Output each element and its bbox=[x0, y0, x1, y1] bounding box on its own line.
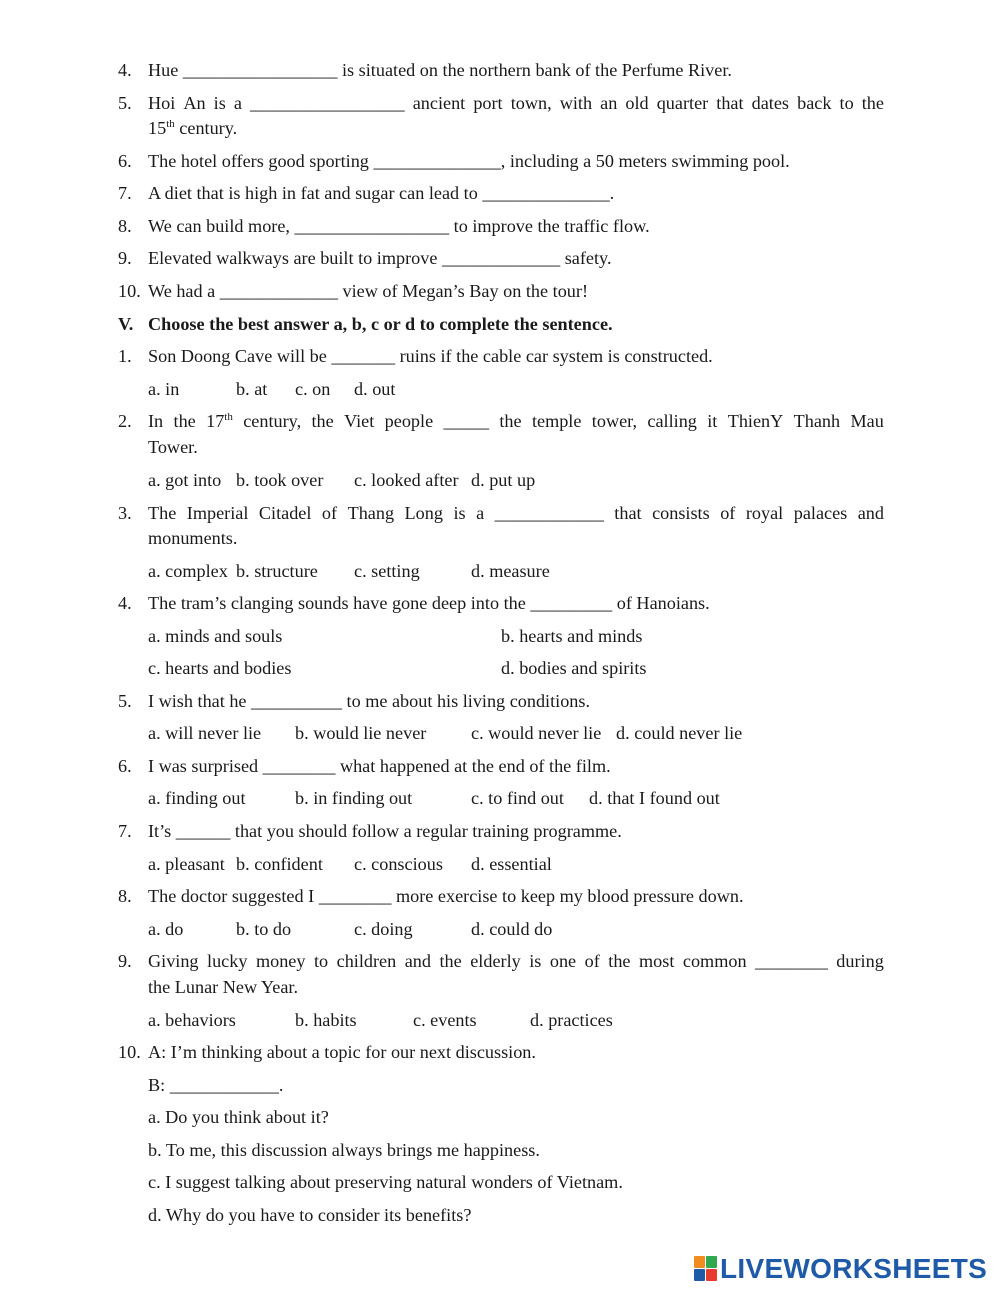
option-c[interactable]: c. events bbox=[413, 1010, 477, 1030]
worksheet-page: 4. Hue _________________ is situated on the northern bank of the Perfume River. 5. Hoi An is a _________________ ancient port town, with an old quarter that dates back to the 15th century. 6. The hotel offers good sporting ______________, including a 50 meters swimming pool. 7. A diet that is high in fat and sugar can lead to ______________. 8. We can build more, _________________ to improve the traffic flow. 9. Elevated walkways are built to improve _____________ safety. 10. We had a _____________ view of Megan’s Bay on the tour! V. Choose the best answer a, b, c or d to complete the sentence. 1. Son Doong Cave will be _______ ruins if the cable car system is constructed. a. in b. at c. on d. out 2. In the 17th century, the Viet people _____ the temple tower, calling it ThienY Thanh Mau Tower. a. got into b. took over c. looked after d. put up 3. The Imperial Citadel of Thang Long is a ____________ that consists of royal palaces and monuments. a. complex b. structure c. setting d. measure 4. The tram’s clanging sounds have gone deep into the _________ of Hanoians. a. minds and souls b. hearts and minds c. hearts and bodies d. bodies and spirits 5. I wish that he __________ to me about his living conditions. a. will never lie b. would lie never c. would never lie d. could never lie 6. I was surprised ________ what happened at the end of the film. a. finding out b. in finding out c. to find out d. that I found out 7. It’s ______ that you should follow a regular training programme. a. pleasant b. confident c. conscious d. essential 8. The doctor suggested I ________ more exercise to keep my blood pressure down. a. do b. to do c. doing d. could do 9. Giving lucky money to children and the elderly is one of the most common ________ during the Lunar New Year. a. behaviors b. habits c. events d. practices 10. A: I’m thinking about a topic for our next discussion. B: ____________. a. Do you think about it? b. To me, this discussion always brings me happiness. c. I suggest talking about preserving natural wonders of Vietnam. d. Why do you have to consider its benefits? LIVEWORKSHEETS bbox=[118, 60, 988, 1284]
option-a[interactable]: a. will never lie bbox=[148, 723, 262, 743]
option-c[interactable]: c. looked after bbox=[354, 470, 459, 490]
word: An bbox=[183, 93, 206, 113]
option-a[interactable]: a. pleasant bbox=[148, 854, 225, 874]
word: Hoi bbox=[148, 93, 176, 113]
word: that bbox=[716, 93, 744, 113]
word: Imperial bbox=[186, 503, 249, 523]
option-a[interactable]: a. minds and souls bbox=[148, 626, 283, 646]
liveworksheets-logo bbox=[694, 1253, 987, 1285]
word: that bbox=[614, 503, 642, 523]
word: ancient bbox=[412, 93, 466, 113]
option-d[interactable]: d. put up bbox=[471, 470, 536, 490]
word: The bbox=[148, 503, 177, 523]
word: money bbox=[255, 951, 306, 971]
word: of bbox=[321, 503, 338, 523]
word: port bbox=[473, 93, 503, 113]
word: quarter bbox=[656, 93, 709, 113]
word: ThienY bbox=[727, 411, 784, 431]
logo-text: LIVEWORKSHEETS bbox=[720, 1253, 988, 1284]
option-a[interactable]: a. got into bbox=[148, 470, 222, 490]
word: during bbox=[836, 951, 884, 971]
word: consists bbox=[652, 503, 710, 523]
word: and bbox=[404, 951, 431, 971]
word: royal bbox=[745, 503, 784, 523]
option-d[interactable]: d. that I found out bbox=[589, 788, 720, 808]
justified-line bbox=[148, 92, 884, 114]
word: children bbox=[336, 951, 397, 971]
word: dates bbox=[751, 93, 790, 113]
word: common bbox=[682, 951, 747, 971]
justified-line: In the 17th century, the Viet people _____ the temple tower, calling it ThienY Thanh Mau bbox=[148, 411, 884, 431]
word: Viet bbox=[344, 411, 375, 431]
option-b[interactable]: b. confident bbox=[236, 854, 323, 874]
word: _________________ bbox=[250, 93, 405, 113]
option-b[interactable]: b. to do bbox=[236, 919, 292, 939]
word: is bbox=[453, 503, 466, 523]
word: town, bbox=[510, 93, 552, 113]
word: the bbox=[861, 93, 884, 113]
justified-line bbox=[148, 502, 884, 524]
option-a[interactable]: a. do bbox=[148, 919, 184, 939]
word: calling bbox=[647, 411, 697, 431]
word: tower, bbox=[591, 411, 638, 431]
option-c[interactable]: c. on bbox=[295, 379, 331, 399]
word: it bbox=[707, 411, 718, 431]
option-b[interactable]: b. in finding out bbox=[295, 788, 413, 808]
option-c[interactable]: c. setting bbox=[354, 561, 420, 581]
option-a[interactable]: a. finding out bbox=[148, 788, 246, 808]
option-a[interactable]: a. behaviors bbox=[148, 1010, 236, 1030]
word: a bbox=[476, 503, 485, 523]
option-b[interactable]: b. would lie never bbox=[295, 723, 427, 743]
option-c[interactable]: c. to find out bbox=[471, 788, 564, 808]
word: to bbox=[839, 93, 854, 113]
word: the bbox=[608, 951, 631, 971]
word: the bbox=[499, 411, 522, 431]
option-a[interactable]: a. complex bbox=[148, 561, 228, 581]
word: the bbox=[439, 951, 462, 971]
word: Thang bbox=[347, 503, 395, 523]
option-b[interactable]: b. took over bbox=[236, 470, 324, 490]
word: _____ bbox=[443, 411, 489, 431]
option-b[interactable]: b. habits bbox=[295, 1010, 357, 1030]
word: the bbox=[311, 411, 334, 431]
word: of bbox=[584, 951, 600, 971]
option-c[interactable]: c. conscious bbox=[354, 854, 443, 874]
word: and bbox=[857, 503, 884, 523]
word: is bbox=[529, 951, 542, 971]
option-d[interactable]: d. essential bbox=[471, 854, 552, 874]
word: palaces bbox=[793, 503, 848, 523]
justified-line bbox=[148, 950, 884, 972]
word: with bbox=[559, 93, 593, 113]
word: Long bbox=[404, 503, 443, 523]
word: Mau bbox=[850, 411, 884, 431]
option-d[interactable]: d. could never lie bbox=[616, 723, 743, 743]
word: ________ bbox=[755, 951, 828, 971]
word: elderly bbox=[470, 951, 521, 971]
option-c[interactable]: c. doing bbox=[354, 919, 413, 939]
word: people bbox=[384, 411, 434, 431]
option-d[interactable]: d. bodies and spirits bbox=[501, 658, 647, 678]
option-d[interactable]: d. measure bbox=[471, 561, 550, 581]
word: to bbox=[313, 951, 329, 971]
word: is bbox=[213, 93, 226, 113]
option-d[interactable]: d. out bbox=[354, 379, 396, 399]
option-d[interactable]: d. could do bbox=[471, 919, 553, 939]
option-c[interactable]: c. would never lie bbox=[471, 723, 602, 743]
option-b[interactable]: b. at bbox=[236, 379, 268, 399]
word: most bbox=[639, 951, 675, 971]
word: old bbox=[625, 93, 649, 113]
option-c[interactable]: c. hearts and bodies bbox=[148, 658, 292, 678]
word: lucky bbox=[207, 951, 248, 971]
word: back bbox=[797, 93, 832, 113]
word: an bbox=[600, 93, 618, 113]
word: ____________ bbox=[494, 503, 604, 523]
word: Giving bbox=[148, 951, 199, 971]
word: one bbox=[549, 951, 577, 971]
word: of bbox=[720, 503, 736, 523]
word: a bbox=[233, 93, 242, 113]
option-a[interactable]: a. in bbox=[148, 379, 180, 399]
word: temple bbox=[531, 411, 582, 431]
word: Citadel bbox=[258, 503, 312, 523]
logo-mark-icon bbox=[694, 1256, 718, 1282]
option-d[interactable]: d. practices bbox=[530, 1010, 613, 1030]
option-b[interactable]: b. structure bbox=[236, 561, 318, 581]
word: Thanh bbox=[793, 411, 841, 431]
option-b[interactable]: b. hearts and minds bbox=[501, 626, 643, 646]
